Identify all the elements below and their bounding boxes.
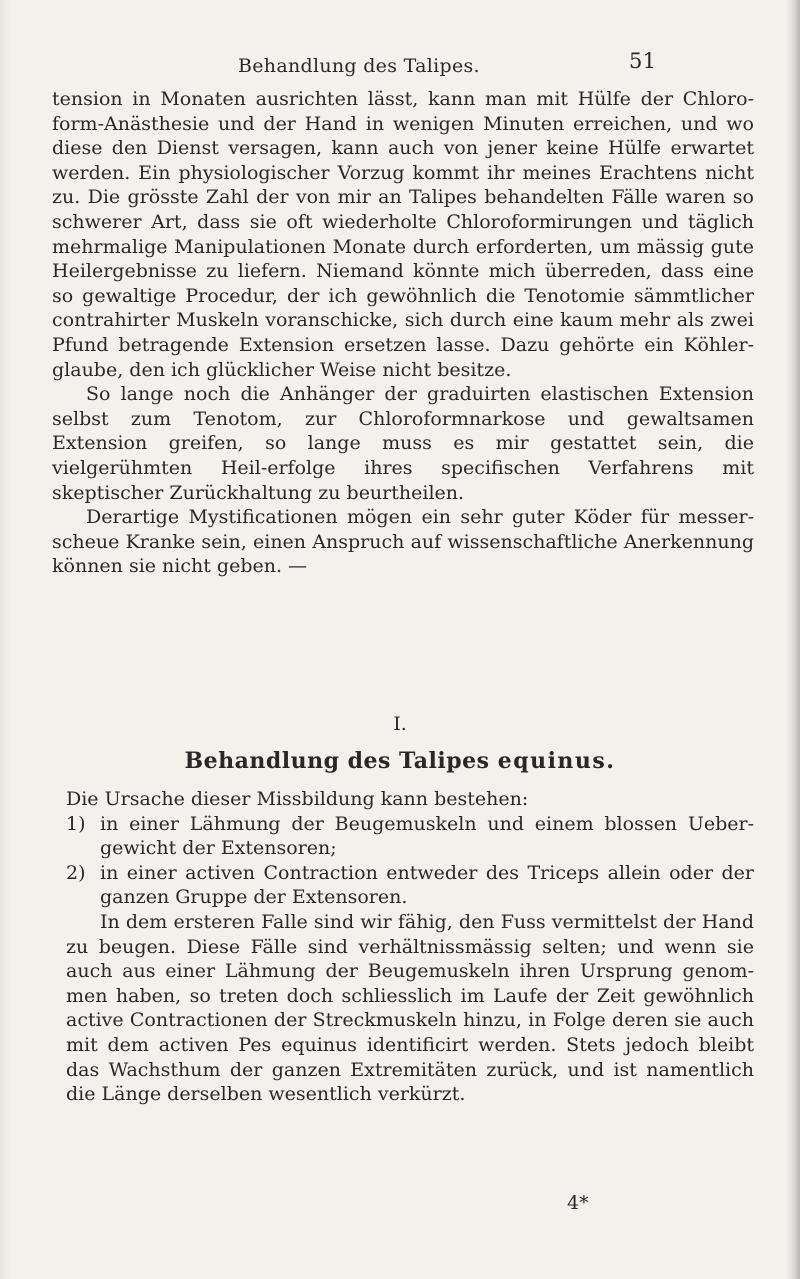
list-item (66, 861, 754, 910)
paragraph: In dem ersteren Falle sind wir fähig, den Fuss vermittelst der Hand zu beugen. Diese Fälle sind verhältnissmässig selten; und wenn sie auch aus einer Lähmung der Beugemuskeln ihren Ursprung genom-men haben, so treten doch schliesslich im Laufe der Zeit gewöhnlich active Contractionen der Streckmuskeln hinzu, in Folge deren sie auch mit dem activen Pes equinus identificirt werden. Stets jedoch bleibt das Wachsthum der ganzen Extremitäten zurück, und ist namentlich die Länge derselben wesentlich verkürzt. (66, 910, 754, 1106)
paragraph: So lange noch die Anhänger der graduirten elastischen Extension selbst zum Tenotom, zur Chloroformnarkose und gewaltsamen Extension greifen, so lange muss es mir gestattet sein, die vielgerühmten Heil-erfolge ihres specifischen Verfahrens mit skeptischer Zurückhaltung zu beurtheilen. (52, 383, 754, 504)
list-item-text: in einer activen Contraction entweder des Triceps allein oder der ganzen Gruppe der Extensoren. (100, 861, 754, 909)
signature-mark: 4* (567, 1192, 589, 1214)
page-edge-shadow (786, 0, 800, 1279)
cause-list (66, 812, 754, 910)
section-intro: Die Ursache dieser Missbildung kann bestehen: (66, 788, 529, 810)
list-item-number: 1) (66, 812, 86, 835)
list-item-number: 2) (66, 861, 86, 884)
paragraph-continuation: tension in Monaten ausrichten lässt, kann man mit Hülfe der Chloro-form-Anästhesie und der Hand in wenigen Minuten erreichen, und wo diese den Dienst versagen, kann auch von jener keine Hülfe erwartet werden. Ein physiologischer Vorzug kommt ihr meines Erachtens nicht zu. Die grösste Zahl der von mir an Talipes behandelten Fälle waren so schwerer Art, dass sie oft wiederholte Chloroformirungen und täglich mehrmalige Manipulationen Monate durch erforderten, um mässig gute Heilergebnisse zu liefern. Niemand könnte mich überreden, dass eine so gewaltige Procedur, der ich gewöhnlich die Tenotomie sämmtlicher contrahirter Muskeln voranschicke, sich durch eine kaum mehr als zwei Pfund betragende Extension ersetzen lasse. Dazu gehörte ein Köhler-glaube, den ich glücklicher Weise nicht besitze. (52, 88, 754, 381)
page-gutter-shadow (0, 0, 10, 1279)
section-title-spaced: equinus. (497, 748, 616, 774)
section-number: I. (393, 713, 407, 735)
body-text (52, 87, 754, 579)
section-title (0, 748, 800, 774)
list-item-text: in einer Lähmung der Beugemuskeln und einem blossen Ueber-gewicht der Extensoren; (100, 812, 754, 860)
list-item (66, 812, 754, 861)
section-body (66, 787, 754, 1107)
page-number: 51 (629, 49, 657, 73)
running-head-title: Behandlung des Talipes. (238, 55, 480, 77)
section-title-prefix: Behandlung des Talipes (184, 748, 498, 774)
paragraph: Derartige Mystificationen mögen ein sehr guter Köder für messer-scheue Kranke sein, einen Anspruch auf wissenschaftliche Anerkennung können sie nicht geben. — (52, 506, 754, 578)
